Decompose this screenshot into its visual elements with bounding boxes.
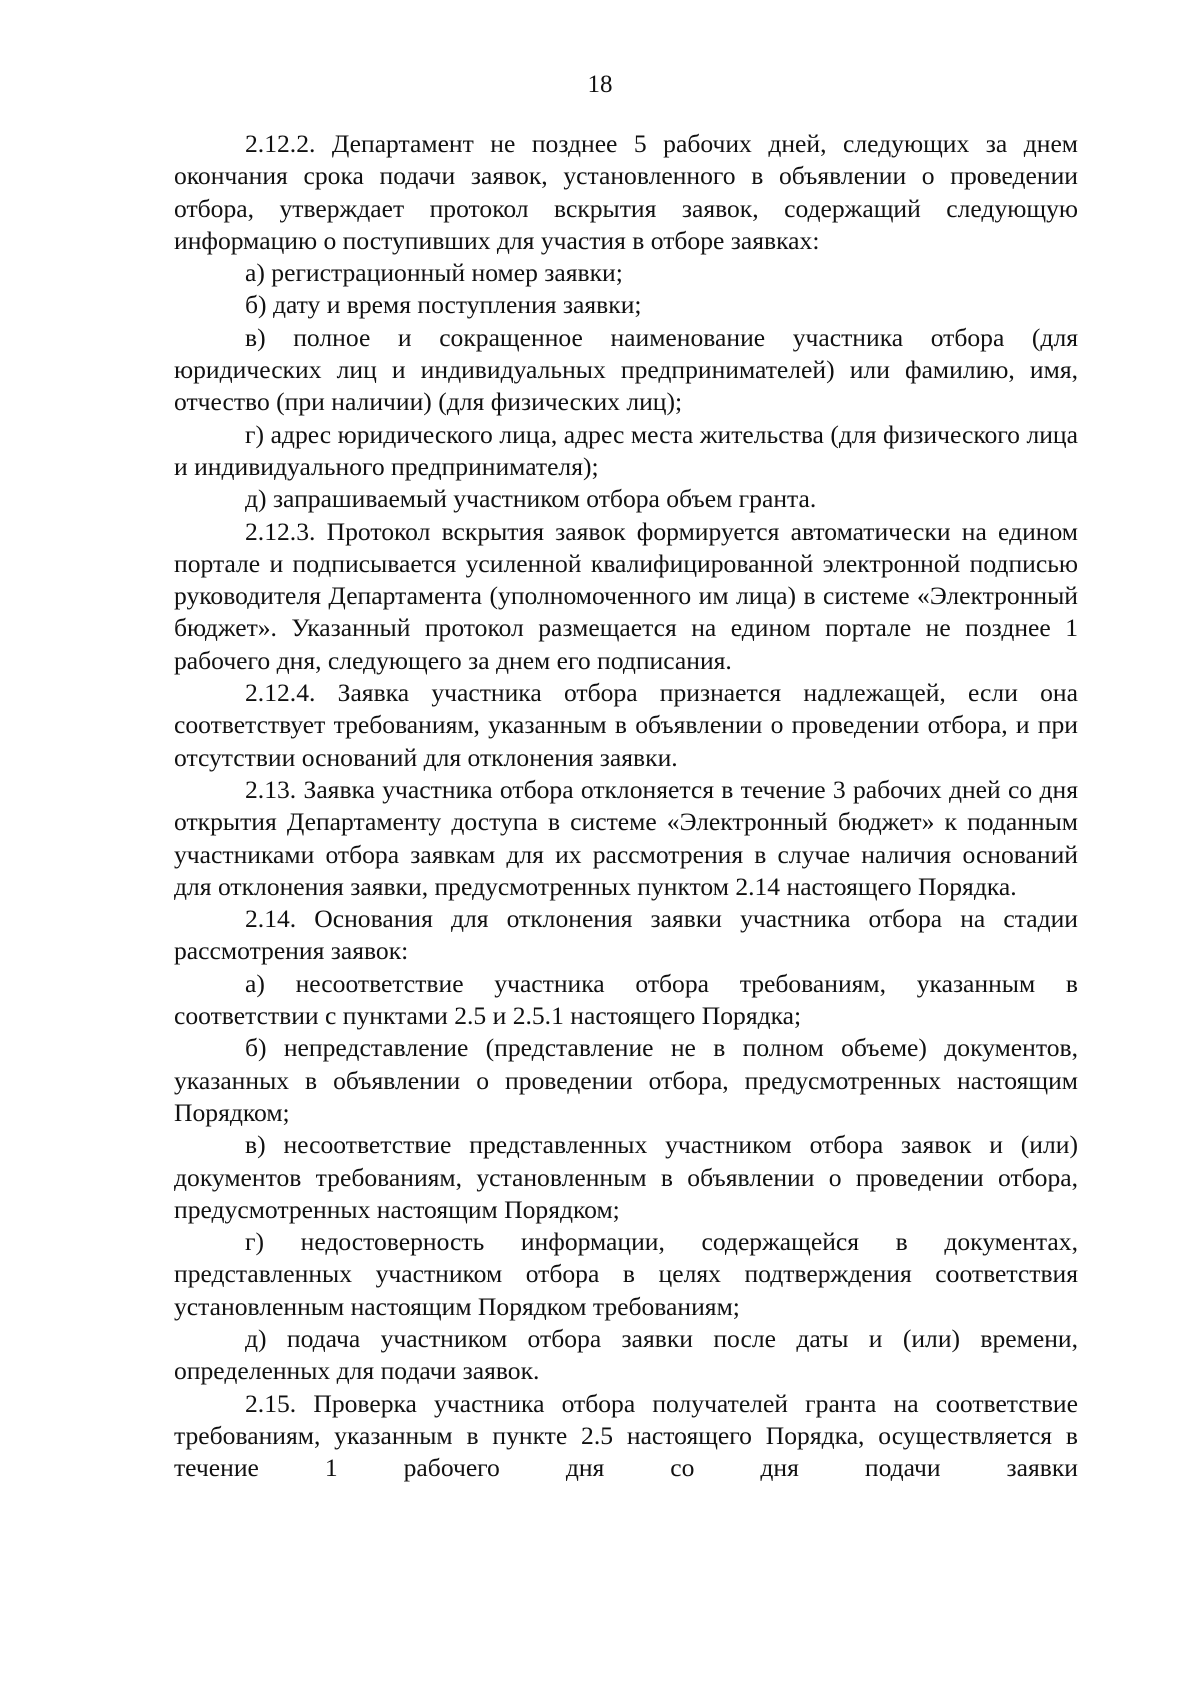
rejection-item-v: в) несоответствие представленных участником отбора заявок и (или) документов требованиям, установленным в объявлении о проведении отбора, предусмотренных настоящим Порядком; <box>174 1130 1078 1224</box>
document-body <box>174 128 1078 1484</box>
page-number: 18 <box>587 71 613 98</box>
list-item-v: в) полное и сокращенное наименование участника отбора (для юридических лиц и индивидуальных предпринимателей) или фамилию, имя, отчество (при наличии) (для физических лиц); <box>174 322 1078 417</box>
rejection-item-a: а) несоответствие участника отбора требованиям, указанным в соответствии с пунктами 2.5 и 2.5.1 настоящего Порядка; <box>174 968 1078 1031</box>
list-item-g: г) адрес юридического лица, адрес места жительства (для физического лица и индивидуального предпринимателя); <box>174 419 1078 481</box>
paragraph-2-15: 2.15. Проверка участника отбора получателей гранта на соответствие требованиям, указанным в пункте 2.5 настоящего Порядка, осуществляется в течение 1 рабочего дня со дня подачи заявки <box>174 1388 1078 1483</box>
rejection-item-b: б) непредставление (представление не в полном объеме) документов, указанных в объявлении о проведении отбора, предусмотренных настоящим Порядком; <box>174 1033 1078 1127</box>
rejection-item-d: д) подача участником отбора заявки после даты и (или) времени, определенных для подачи заявок. <box>174 1323 1078 1386</box>
list-item-d: д) запрашиваемый участником отбора объем гранта. <box>245 484 817 514</box>
paragraph-2-12-4: 2.12.4. Заявка участника отбора признается надлежащей, если она соответствует требованиям, указанным в объявлении о проведении отбора, и при отсутствии оснований для отклонения заявки. <box>174 678 1078 772</box>
paragraph-2-12-3: 2.12.3. Протокол вскрытия заявок формируется автоматически на едином портале и подписывается усиленной квалифицированной электронной подписью руководителя Департамента (уполномоченного им лица) в системе «Электронный бюджет». Указанный протокол размещается на едином портале не позднее 1 рабочего дня, следующего за днем его подписания. <box>174 516 1078 675</box>
list-item-b: б) дату и время поступления заявки; <box>245 290 642 320</box>
paragraph-2-12-2: 2.12.2. Департамент не позднее 5 рабочих дней, следующих за днем окончания срока подачи заявок, установленного в объявлении о проведении отбора, утверждает протокол вскрытия заявок, содержащий следующую информацию о поступивших для участия в отборе заявках: <box>174 129 1078 255</box>
paragraph-2-14: 2.14. Основания для отклонения заявки участника отбора на стадии рассмотрения заявок: <box>174 904 1078 966</box>
rejection-item-g: г) недостоверность информации, содержащейся в документах, представленных участником отбора в целях подтверждения соответствия установленным настоящим Порядком требованиям; <box>174 1227 1078 1321</box>
paragraph-2-13: 2.13. Заявка участника отбора отклоняется в течение 3 рабочих дней со дня открытия Департаменту доступа в системе «Электронный бюджет» к поданным участниками отбора заявкам для их рассмотрения в случае наличия оснований для отклонения заявки, предусмотренных пунктом 2.14 настоящего Порядка. <box>174 774 1078 901</box>
list-item-a: а) регистрационный номер заявки; <box>245 258 623 288</box>
